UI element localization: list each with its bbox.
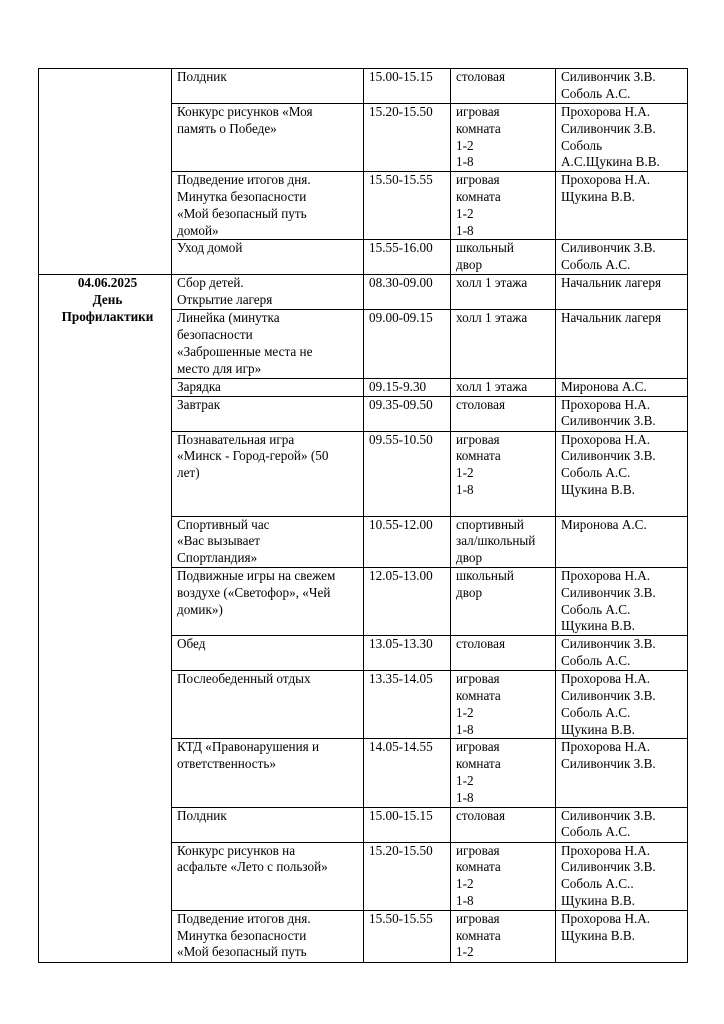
time-cell: 09.55-10.50 bbox=[364, 431, 451, 516]
activity-cell: Подведение итогов дня. Минутка безопасности «Мой безопасный путь bbox=[172, 910, 364, 962]
activity-cell: Завтрак bbox=[172, 396, 364, 431]
staff-cell: Начальник лагеря bbox=[556, 275, 688, 310]
place-cell: школьный двор bbox=[451, 567, 556, 635]
staff-cell: Прохорова Н.А. Силивончик З.В. Соболь А.С.. Щукина В.В. bbox=[556, 842, 688, 910]
time-cell: 08.30-09.00 bbox=[364, 275, 451, 310]
activity-cell: Линейка (минутка безопасности «Заброшенные места не место для игр» bbox=[172, 310, 364, 378]
staff-cell: Прохорова Н.А. Силивончик З.В. bbox=[556, 396, 688, 431]
place-cell: игровая комната 1-2 1-8 bbox=[451, 431, 556, 516]
time-cell: 09.35-09.50 bbox=[364, 396, 451, 431]
day-title-line1: День bbox=[92, 292, 123, 308]
staff-cell: Прохорова Н.А. Силивончик З.В. Соболь А.С. Щукина В.В. bbox=[556, 567, 688, 635]
activity-cell: Обед bbox=[172, 636, 364, 671]
place-cell: столовая bbox=[451, 396, 556, 431]
place-cell: игровая комната 1-2 1-8 bbox=[451, 104, 556, 172]
activity-cell: Полдник bbox=[172, 69, 364, 104]
time-cell: 15.55-16.00 bbox=[364, 240, 451, 275]
activity-cell: Подвижные игры на свежем воздухе («Светофор», «Чей домик») bbox=[172, 567, 364, 635]
time-cell: 10.55-12.00 bbox=[364, 516, 451, 567]
activity-cell: Сбор детей. Открытие лагеря bbox=[172, 275, 364, 310]
schedule-table bbox=[38, 68, 688, 963]
time-cell: 15.20-15.50 bbox=[364, 842, 451, 910]
activity-cell: Познавательная игра «Минск - Город-герой» (50 лет) bbox=[172, 431, 364, 516]
day-date: 04.06.2025 bbox=[77, 275, 138, 291]
staff-cell: Прохорова Н.А. Силивончик З.В. Соболь А.С. Щукина В.В. bbox=[556, 431, 688, 516]
activity-cell: Зарядка bbox=[172, 378, 364, 396]
staff-cell: Миронова А.С. bbox=[556, 516, 688, 567]
staff-cell: Силивончик З.В. Соболь А.С. bbox=[556, 636, 688, 671]
place-cell: холл 1 этажа bbox=[451, 378, 556, 396]
place-cell: игровая комната 1-2 1-8 bbox=[451, 739, 556, 807]
staff-cell: Прохорова Н.А. Щукина В.В. bbox=[556, 172, 688, 240]
time-cell: 15.50-15.55 bbox=[364, 172, 451, 240]
time-cell: 13.05-13.30 bbox=[364, 636, 451, 671]
place-cell: холл 1 этажа bbox=[451, 310, 556, 378]
activity-cell: Послеобеденный отдых bbox=[172, 671, 364, 739]
staff-cell: Прохорова Н.А. Силивончик З.В. Соболь А.С. Щукина В.В. bbox=[556, 671, 688, 739]
staff-cell: Прохорова Н.А. Щукина В.В. bbox=[556, 910, 688, 962]
staff-cell: Прохорова Н.А. Силивончик З.В. Соболь А.С.Щукина В.В. bbox=[556, 104, 688, 172]
time-cell: 12.05-13.00 bbox=[364, 567, 451, 635]
staff-cell: Прохорова Н.А. Силивончик З.В. bbox=[556, 739, 688, 807]
table-row bbox=[39, 69, 688, 104]
table-row bbox=[39, 275, 688, 310]
place-cell: столовая bbox=[451, 807, 556, 842]
time-cell: 09.15-9.30 bbox=[364, 378, 451, 396]
time-cell: 13.35-14.05 bbox=[364, 671, 451, 739]
activity-cell: КТД «Правонарушения и ответственность» bbox=[172, 739, 364, 807]
time-cell: 15.20-15.50 bbox=[364, 104, 451, 172]
activity-cell: Подведение итогов дня. Минутка безопасности «Мой безопасный путь домой» bbox=[172, 172, 364, 240]
place-cell: столовая bbox=[451, 636, 556, 671]
staff-cell: Начальник лагеря bbox=[556, 310, 688, 378]
activity-cell: Полдник bbox=[172, 807, 364, 842]
place-cell: игровая комната 1-2 bbox=[451, 910, 556, 962]
day-cell bbox=[39, 275, 172, 962]
place-cell: игровая комната 1-2 1-8 bbox=[451, 172, 556, 240]
place-cell: игровая комната 1-2 1-8 bbox=[451, 842, 556, 910]
time-cell: 15.50-15.55 bbox=[364, 910, 451, 962]
day-cell-previous bbox=[39, 69, 172, 275]
activity-cell: Конкурс рисунков на асфальте «Лето с пользой» bbox=[172, 842, 364, 910]
place-cell: спортивный зал/школьный двор bbox=[451, 516, 556, 567]
staff-cell: Силивончик З.В. Соболь А.С. bbox=[556, 807, 688, 842]
activity-cell: Спортивный час «Вас вызывает Спортландия» bbox=[172, 516, 364, 567]
place-cell: игровая комната 1-2 1-8 bbox=[451, 671, 556, 739]
day-title-line2: Профилактики bbox=[61, 308, 154, 324]
time-cell: 14.05-14.55 bbox=[364, 739, 451, 807]
activity-cell: Конкурс рисунков «Моя память о Победе» bbox=[172, 104, 364, 172]
place-cell: холл 1 этажа bbox=[451, 275, 556, 310]
activity-cell: Уход домой bbox=[172, 240, 364, 275]
time-cell: 09.00-09.15 bbox=[364, 310, 451, 378]
place-cell: столовая bbox=[451, 69, 556, 104]
staff-cell: Силивончик З.В. Соболь А.С. bbox=[556, 240, 688, 275]
time-cell: 15.00-15.15 bbox=[364, 69, 451, 104]
time-cell: 15.00-15.15 bbox=[364, 807, 451, 842]
staff-cell: Силивончик З.В. Соболь А.С. bbox=[556, 69, 688, 104]
place-cell: школьный двор bbox=[451, 240, 556, 275]
staff-cell: Миронова А.С. bbox=[556, 378, 688, 396]
